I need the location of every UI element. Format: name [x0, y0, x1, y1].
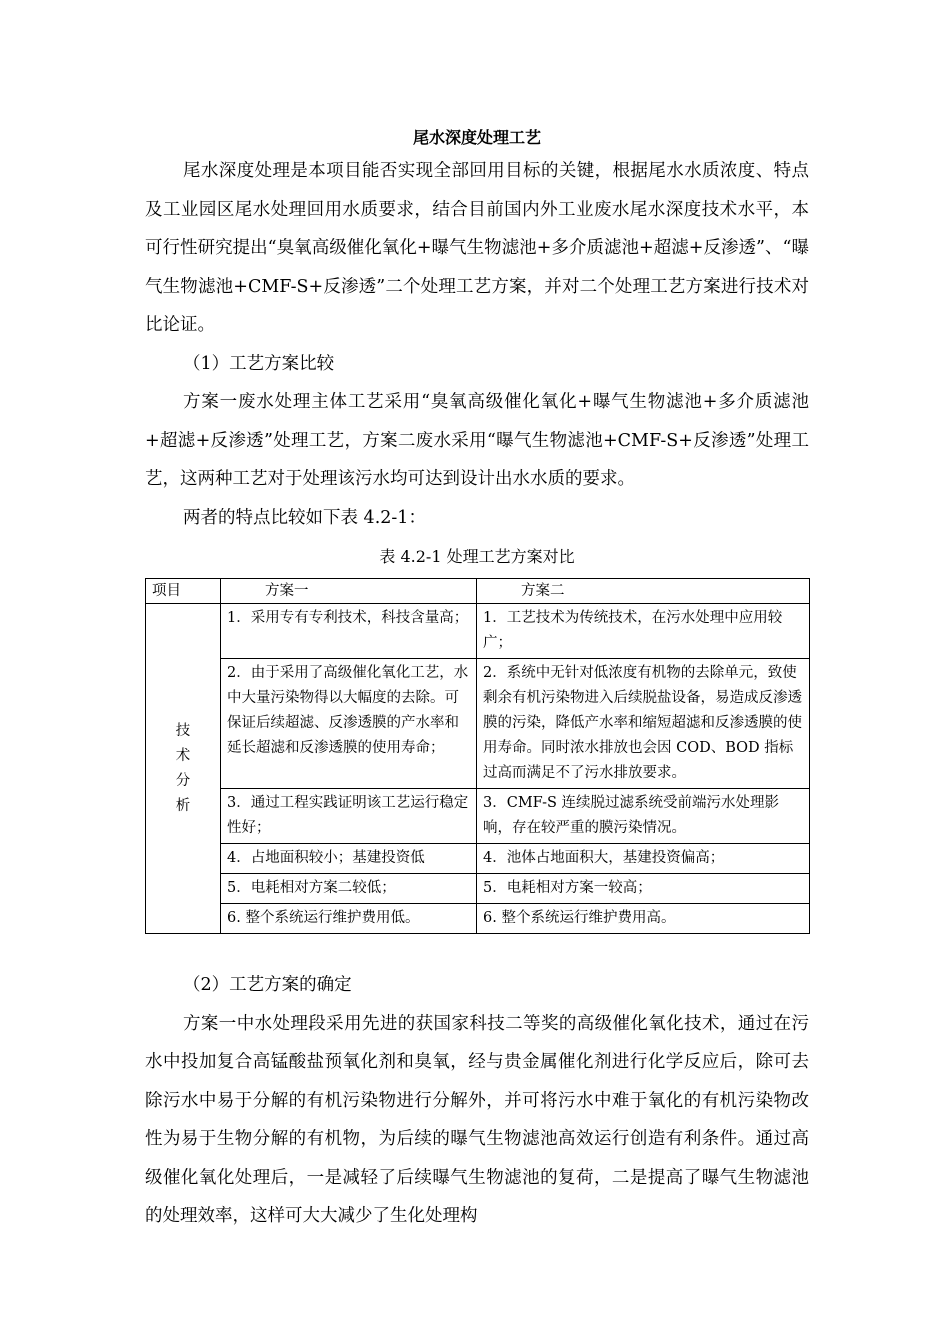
row-label-cell [146, 604, 221, 934]
comparison-table [145, 578, 810, 934]
table-cell: 4．池体占地面积大，基建投资偏高； [477, 844, 810, 874]
table-row [146, 604, 810, 659]
header-plan-one: 方案一 [221, 579, 477, 604]
table-cell: 3．CMF-S 连续脱过滤系统受前端污水处理影响，存在较严重的膜污染情况。 [477, 789, 810, 844]
header-plan-two: 方案二 [477, 579, 810, 604]
subheading-determination: （2）工艺方案的确定 [183, 975, 352, 995]
table-row [146, 904, 810, 934]
table-row [146, 874, 810, 904]
table-row [146, 659, 810, 789]
table-row [146, 844, 810, 874]
table-cell: 2．系统中无针对低浓度有机物的去除单元，致使剩余有机污染物进入后续脱盐设备，易造成反渗透膜的污染，降低产水率和缩短超滤和反渗透膜的使用寿命。同时浓水排放也会因 COD、BOD 指标过高而满足不了污水排放要求。 [477, 659, 810, 789]
table-cell: 2．由于采用了高级催化氧化工艺，水中大量污染物得以大幅度的去除。可保证后续超滤、反渗透膜的产水率和延长超滤和反渗透膜的使用寿命； [221, 659, 477, 789]
header-item: 项目 [146, 579, 221, 604]
table-cell: 5．电耗相对方案一较高； [477, 874, 810, 904]
spacer [145, 934, 809, 966]
table-reference-paragraph: 两者的特点比较如下表 4.2-1： [183, 507, 426, 528]
comparison-paragraph: 方案一废水处理主体工艺采用“臭氧高级催化氧化+曝气生物滤池+多介质滤池+超滤+反渗透”处理工艺，方案二废水采用“曝气生物滤池+CMF-S+反渗透”处理工艺，这两种工艺对于处理该污水均可达到设计出水水质的要求。 [145, 392, 809, 489]
table-cell: 1．采用专有专利技术，科技含量高； [221, 604, 477, 659]
document-page [145, 126, 809, 1236]
table-cell: 6. 整个系统运行维护费用低。 [221, 904, 477, 934]
table-cell: 5．电耗相对方案二较低； [221, 874, 477, 904]
row-label-technical-analysis: 技术分析 [175, 722, 191, 814]
table-header-row [146, 579, 810, 604]
table-caption: 表 4.2-1 处理工艺方案对比 [379, 547, 575, 566]
table-cell: 6. 整个系统运行维护费用高。 [477, 904, 810, 934]
table-cell: 1．工艺技术为传统技术，在污水处理中应用较广； [477, 604, 810, 659]
table-row [146, 789, 810, 844]
subheading-comparison: （1）工艺方案比较 [183, 353, 335, 374]
table-cell: 3．通过工程实践证明该工艺运行稳定性好； [221, 789, 477, 844]
section-title: 尾水深度处理工艺 [412, 128, 541, 147]
determination-paragraph: 方案一中水处理段采用先进的获国家科技二等奖的高级催化氧化技术，通过在污水中投加复合高锰酸盐预氧化剂和臭氧，经与贵金属催化剂进行化学反应后，除可去除污水中易于分解的有机污染物进行分解外，并可将污水中难于氧化的有机污染物改性为易于生物分解的有机物，为后续的曝气生物滤池高效运行创造有利条件。通过高级催化氧化处理后，一是减轻了后续曝气生物滤池的复荷，二是提高了曝气生物滤池的处理效率，这样可大大减少了生化处理构 [145, 1013, 809, 1226]
intro-paragraph: 尾水深度处理是本项目能否实现全部回用目标的关键，根据尾水水质浓度、特点及工业园区尾水处理回用水质要求，结合目前国内外工业废水尾水深度技术水平，本可行性研究提出“臭氧高级催化氧化+曝气生物滤池+多介质滤池+超滤+反渗透”、“曝气生物滤池+CMF-S+反渗透”二个处理工艺方案，并对二个处理工艺方案进行技术对比论证。 [145, 161, 809, 335]
table-cell: 4．占地面积较小；基建投资低 [221, 844, 477, 874]
